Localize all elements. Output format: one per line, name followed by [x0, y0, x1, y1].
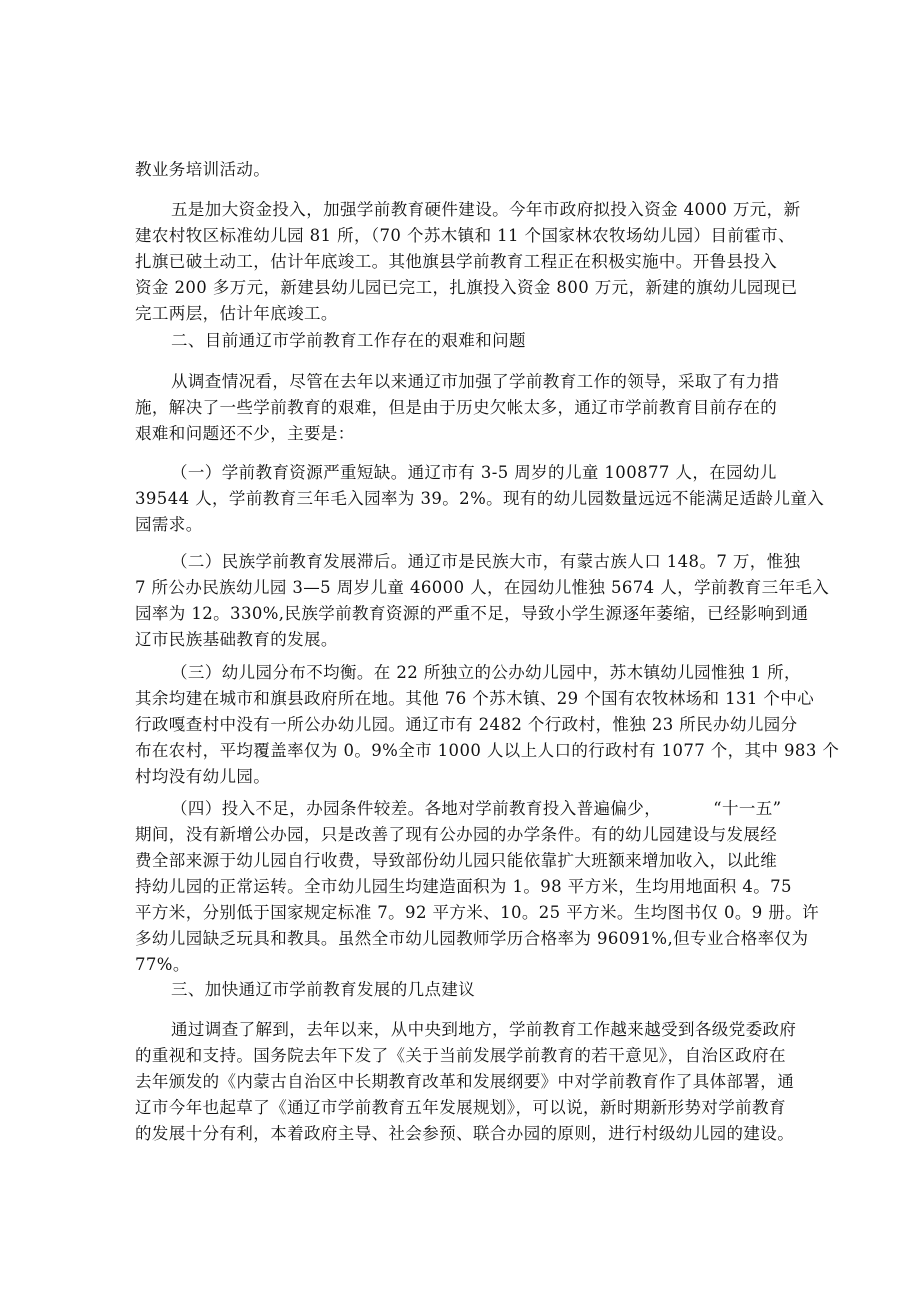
section-heading-3 — [135, 977, 795, 1003]
paragraph-item-1 — [135, 460, 825, 538]
text-line: 多幼儿园缺乏玩具和教具。虽然全市幼儿园教师学历合格率为 96091%,但专业合格率仅为 — [135, 929, 809, 948]
text-line: 施，解决了一些学前教育的艰难，但是由于历史欠帐太多，通辽市学前教育目前存在的 — [135, 398, 778, 417]
text-line: 77%。 — [135, 955, 190, 974]
text-line: 二、目前通辽市学前教育工作存在的艰难和问题 — [171, 331, 526, 350]
text-line: 从调查情况看，尽管在去年以来通辽市加强了学前教育工作的领导，采取了有力措 — [171, 372, 780, 391]
paragraph-item-4 — [135, 796, 820, 978]
section-heading-2 — [135, 328, 795, 354]
text-line: 五是加大资金投入，加强学前教育硬件建设。今年市政府拟投入资金 4000 万元，新 — [171, 200, 801, 219]
text-line: 完工两层，估计年底竣工。 — [135, 304, 338, 323]
text-line: 建农村牧区标准幼儿园 81 所，（70 个苏木镇和 11 个国家林农牧场幼儿园）目前霍市、 — [135, 226, 795, 245]
text-line: 期间，没有新增公办园，只是改善了现有公办园的办学条件。有的幼儿园建设与发展经 — [135, 825, 778, 844]
text-line: 的重视和支持。国务院去年下发了《关于当前发展学前教育的若干意见》，自治区政府在 — [135, 1046, 786, 1065]
text-line: （三）幼儿园分布不均衡。在 22 所独立的公办幼儿园中，苏木镇幼儿园惟独 1 所， — [171, 663, 801, 682]
text-line: 持幼儿园的正常运转。全市幼儿园生均建造面积为 1。98 平方米，生均用地面积 4。75 — [135, 877, 792, 896]
paragraph-item-2 — [135, 549, 830, 653]
text-line: （一）学前教育资源严重短缺。通辽市有 3-5 周岁的儿童 100877 人，在园幼儿 — [171, 463, 777, 482]
text-line: 的发展十分有利，本着政府主导、社会参预、联合办园的原则，进行村级幼儿园的建设。 — [135, 1124, 795, 1143]
text-line: 资金 200 多万元，新建县幼儿园已完工，扎旗投入资金 800 万元，新建的旗幼儿园现已 — [135, 278, 798, 297]
text-line: 三、加快通辽市学前教育发展的几点建议 — [171, 980, 476, 999]
text-line: 园率为 12。330%,民族学前教育资源的严重不足，导致小学生源逐年萎缩，已经影响到通 — [135, 604, 809, 623]
text-line: （二）民族学前教育发展滞后。通辽市是民族大市，有蒙古族人口 148。7 万，惟独 — [171, 552, 801, 571]
text-line: 7 所公办民族幼儿园 3—5 周岁儿童 46000 人，在园幼儿惟独 5674 人，学前教育三年毛入 — [135, 578, 830, 597]
text-line: 村均没有幼儿园。 — [135, 767, 271, 786]
text-line: 教业务培训活动。 — [135, 160, 271, 179]
text-line — [135, 796, 795, 822]
text-line: 其余均建在城市和旗县政府所在地。其他 76 个苏木镇、29 个国有农牧林场和 131 个中心 — [135, 689, 815, 708]
text-line: 艰难和问题还不少，主要是： — [135, 424, 355, 443]
text-line: 39544 人，学前教育三年毛入园率为 39。2%。现有的幼儿园数量远远不能满足适龄儿童入 — [135, 489, 825, 508]
text-line: 行政嘎查村中没有一所公办幼儿园。通辽市有 2482 个行政村，惟独 23 所民办幼儿园分 — [135, 715, 798, 734]
text-segment: （四）投入不足，办园条件较差。各地对学前教育投入普遍偏少， — [171, 799, 662, 818]
paragraph-funding — [135, 197, 801, 327]
paragraph-item-3 — [135, 660, 840, 790]
text-line: 通过调查了解到，去年以来，从中央到地方，学前教育工作越来越受到各级党委政府 — [171, 1020, 797, 1039]
text-line: 辽市今年也起草了《通辽市学前教育五年发展规划》，可以说，新时期新形势对学前教育 — [135, 1098, 786, 1117]
text-line: 去年颁发的《内蒙古自治区中长期教育改革和发展纲要》中对学前教育作了具体部署，通 — [135, 1072, 795, 1091]
paragraph-suggestions — [135, 1017, 795, 1147]
paragraph-continuation — [135, 157, 795, 183]
text-line: 布在农村，平均覆盖率仅为 0。9%全市 1000 人以上人口的行政村有 1077 个，其中 983 个 — [135, 741, 840, 760]
text-line: 辽市民族基础教育的发展。 — [135, 630, 338, 649]
text-line: 费全部来源于幼儿园自行收费，导致部份幼儿园只能依靠扩大班额来增加收入，以此维 — [135, 851, 778, 870]
text-line: 园需求。 — [135, 515, 203, 534]
quoted-term: “十一五” — [713, 799, 782, 818]
paragraph-survey — [135, 369, 795, 447]
text-line: 平方米，分别低于国家规定标准 7。92 平方米、10。25 平方米。生均图书仅 0。9 册。许 — [135, 903, 820, 922]
text-line: 扎旗已破土动工，估计年底竣工。其他旗县学前教育工程正在积极实施中。开鲁县投入 — [135, 252, 778, 271]
